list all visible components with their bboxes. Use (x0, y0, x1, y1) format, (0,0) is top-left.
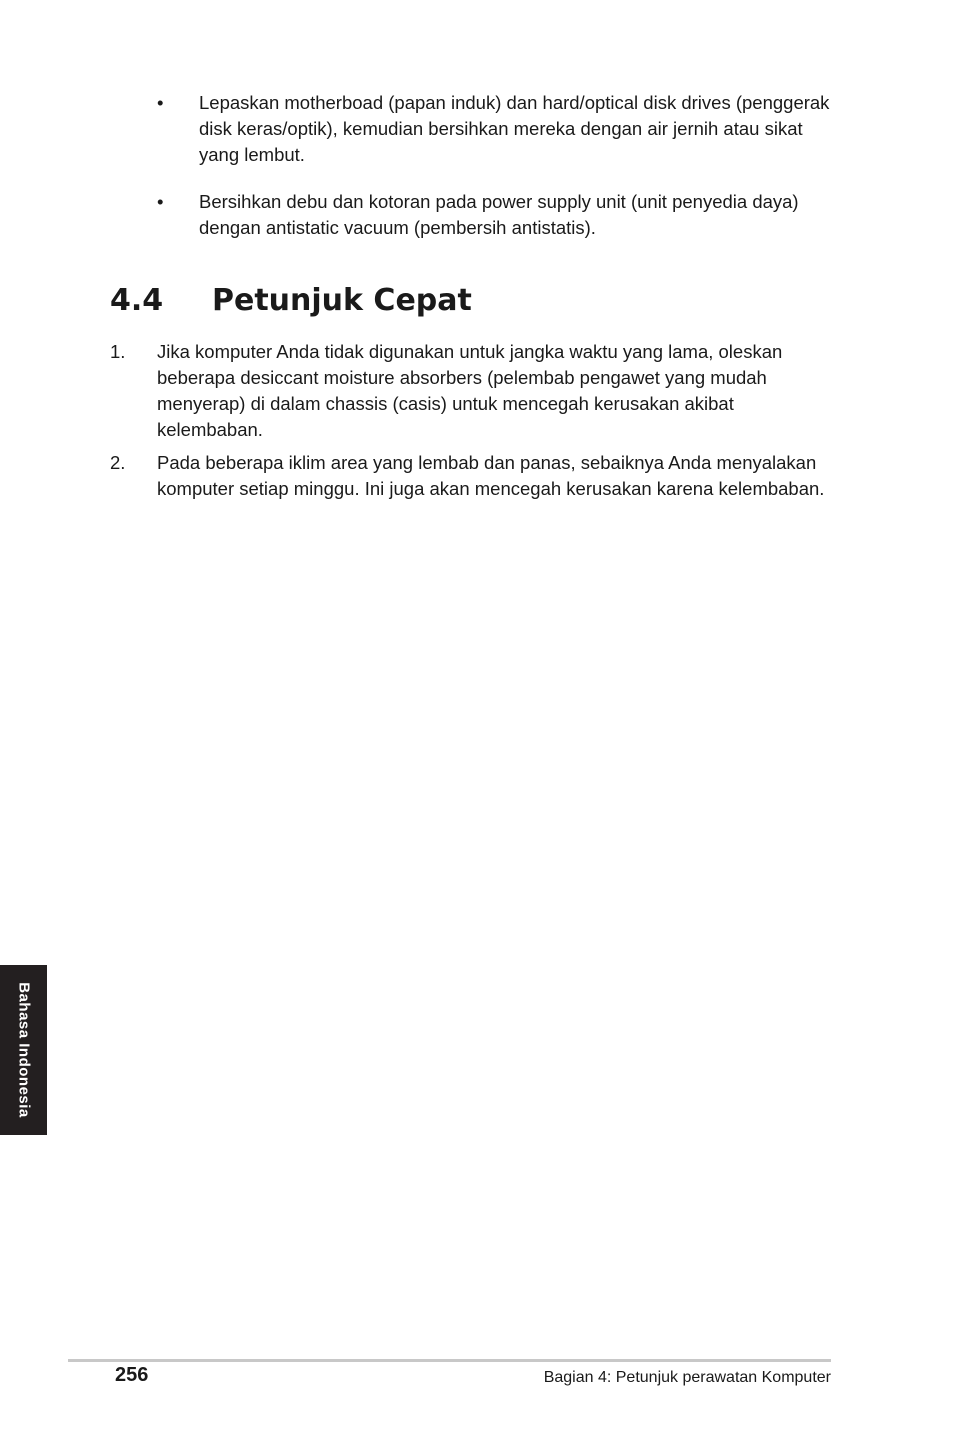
footer-chapter-title: Bagian 4: Petunjuk perawatan Komputer (543, 1369, 831, 1386)
section-number: 4.4 (110, 283, 164, 318)
step-text: Pada beberapa iklim area yang lembab dan panas, sebaiknya Anda menyalakan komputer setiap minggu. Ini juga akan mencegah kerusakan karena kelembaban. (157, 452, 825, 499)
bullet-list (155, 90, 835, 262)
section-heading (110, 281, 472, 321)
step-text: Jika komputer Anda tidak digunakan untuk jangka waktu yang lama, oleskan beberapa desiccant moisture absorbers (pelembab pengawet yang mudah menyerap) di dalam chassis (casis) untuk mencegah kerusakan akibat kelembaban. (157, 341, 783, 440)
step-number: 1. (110, 341, 126, 362)
step-number: 2. (110, 452, 126, 473)
page-number: 256 (115, 1364, 149, 1386)
bullet-text: Bersihkan debu dan kotoran pada power supply unit (unit penyedia daya) dengan antistatic vacuum (pembersih antistatis). (199, 191, 799, 238)
bullet-marker: • (157, 92, 164, 113)
language-label: Bahasa Indonesia (15, 982, 32, 1118)
list-item (155, 189, 835, 241)
bullet-text: Lepaskan motherboad (papan induk) dan hard/optical disk drives (penggerak disk keras/optik), kemudian bersihkan mereka dengan air jernih atau sikat yang lembut. (199, 92, 830, 165)
language-side-tab (0, 965, 47, 1135)
list-item (110, 339, 830, 443)
bullet-marker: • (157, 191, 164, 212)
numbered-list (110, 339, 830, 509)
list-item (110, 450, 830, 502)
list-item (155, 90, 835, 168)
section-title: Petunjuk Cepat (212, 283, 472, 318)
footer-divider (68, 1359, 831, 1362)
